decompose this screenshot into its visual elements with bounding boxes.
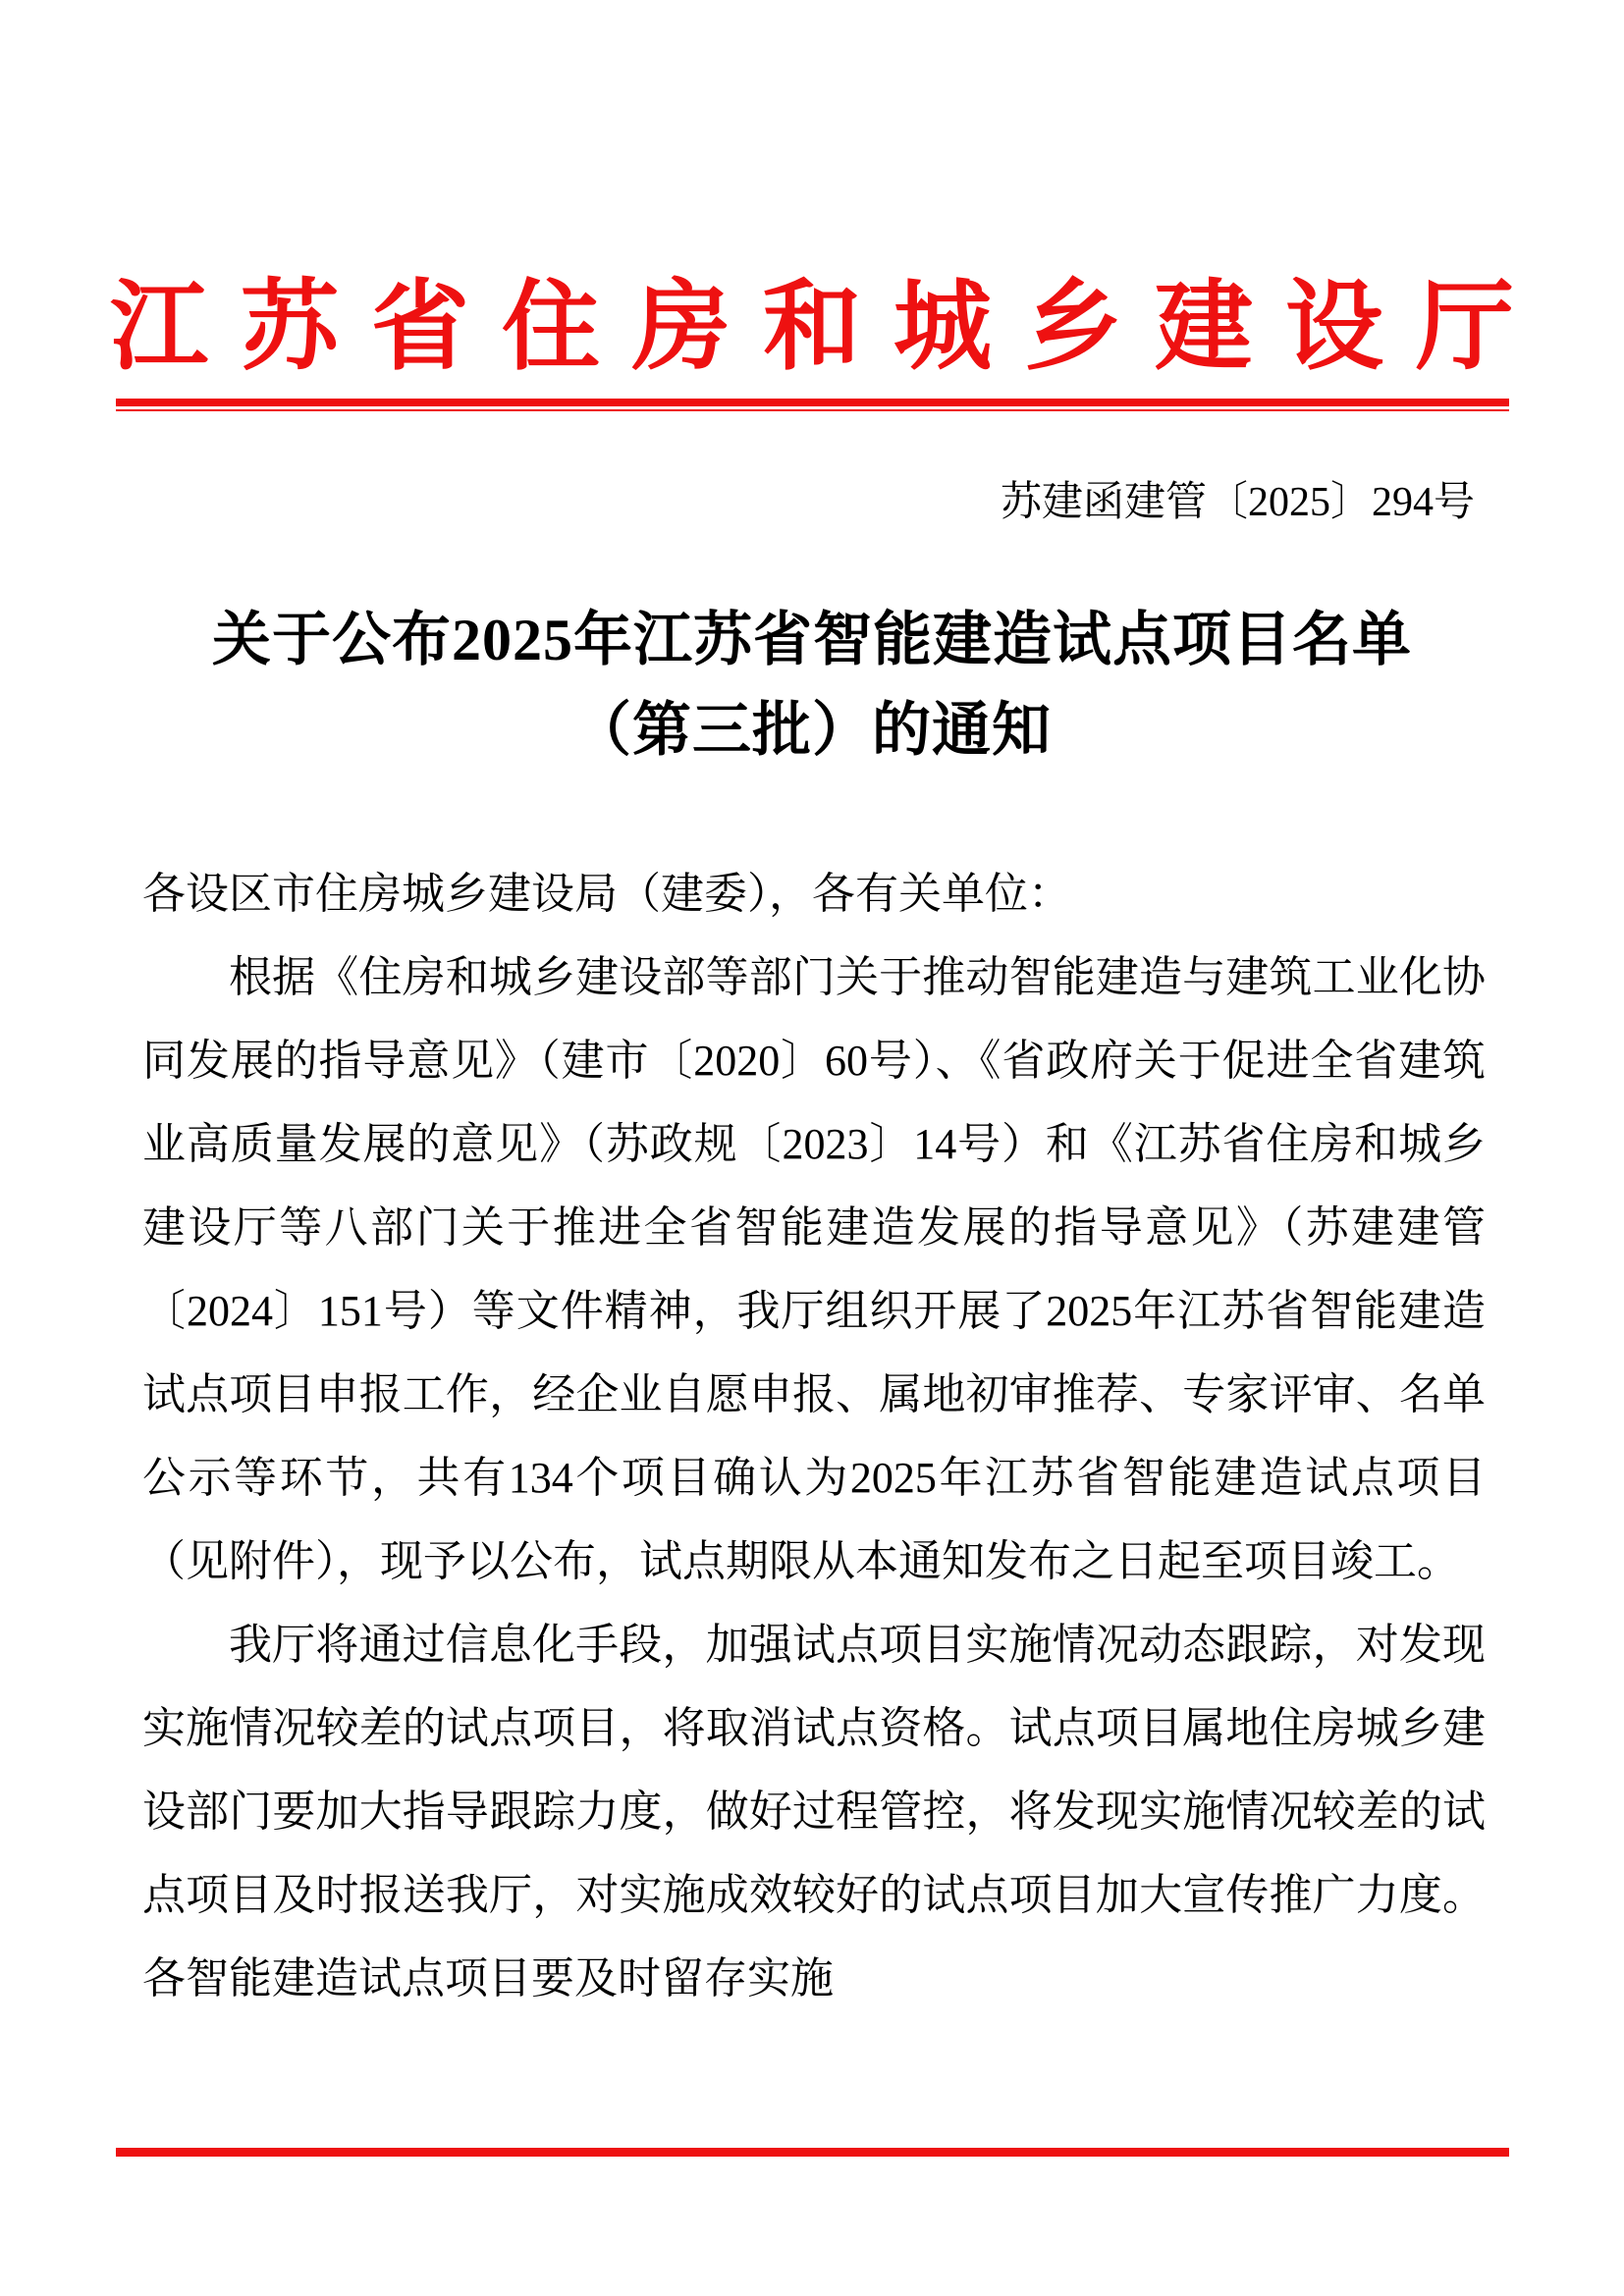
- body-paragraph-2: 我厅将通过信息化手段，加强试点项目实施情况动态跟踪，对发现实施情况较差的试点项目，将取消试点资格。试点项目属地住房城乡建设部门要加大指导跟踪力度，做好过程管控，将发现实施情况较差的试点项目及时报送我厅，对实施成效较好的试点项目加大宣传推广力度。各智能建造试点项目要及时留存实施: [142, 1621, 1486, 2002]
- notice-title: [0, 595, 1624, 775]
- notice-title-line2: （第三批）的通知: [572, 698, 1052, 763]
- body-paragraph-1: 根据《住房和城乡建设部等部门关于推动智能建造与建筑工业化协同发展的指导意见》（建市〔2020〕60号）、《省政府关于促进全省建筑业高质量发展的意见》（苏政规〔2023〕14号）和《江苏省住房和城乡建设厅等八部门关于推进全省智能建造发展的指导意见》（苏建建管〔2024〕151号）等文件精神，我厅组织开展了2025年江苏省智能建造试点项目申报工作，经企业自愿申报、属地初审推荐、专家评审、名单公示等环节，共有134个项目确认为2025年江苏省智能建造试点项目（见附件），现予以公布，试点期限从本通知发布之日起至项目竣工。: [142, 953, 1486, 1585]
- salutation-line: 各设区市住房城乡建设局（建委），各有关单位：: [142, 870, 1071, 918]
- red-footer-line: [116, 2148, 1509, 2157]
- document-body: [142, 852, 1486, 2020]
- agency-header-title: 江苏省住房和城乡建设厅: [110, 273, 1546, 382]
- document-reference-number: 苏建函建管〔2025〕294号: [1000, 480, 1475, 525]
- red-separator-thick-bar: [116, 399, 1509, 406]
- notice-title-line1: 关于公布2025年江苏省智能建造试点项目名单: [212, 608, 1412, 672]
- red-separator-line: [116, 399, 1509, 411]
- red-separator-thin-bar: [116, 409, 1509, 411]
